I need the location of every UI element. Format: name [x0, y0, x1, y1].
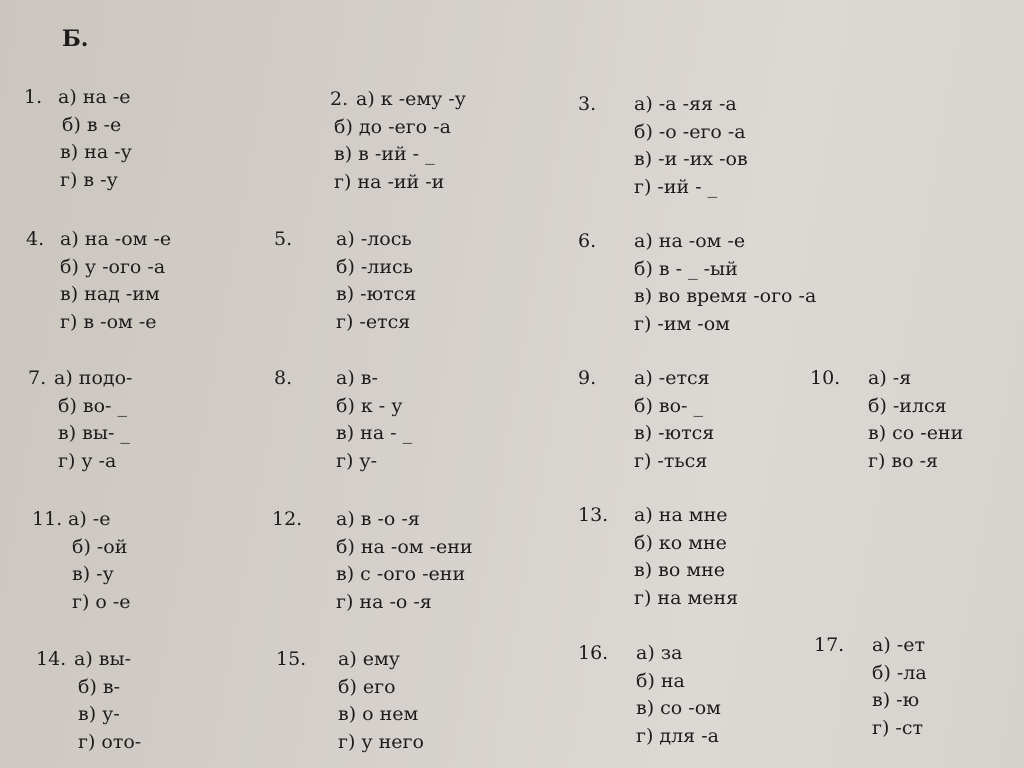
- question-number: 13.: [578, 504, 609, 526]
- question-number: 17.: [814, 634, 845, 656]
- option-b: б) -о -его -а: [634, 120, 746, 143]
- option-a: а) в-: [336, 367, 378, 389]
- option-b: б) его: [338, 675, 396, 698]
- option-g: г) на -о -я: [336, 590, 432, 613]
- option-b: б) в - _ -ый: [634, 257, 738, 280]
- question-number: 6.: [578, 230, 597, 252]
- option-v: в) -ются: [336, 283, 417, 305]
- option-v: в) со -ени: [868, 422, 964, 444]
- option-v: в) -и -их -ов: [634, 148, 748, 170]
- option-b: б) во- _: [58, 394, 127, 417]
- option-a: а) -ет: [872, 634, 925, 656]
- option-v: в) на -у: [60, 141, 132, 163]
- option-g: г) для -а: [636, 724, 719, 747]
- option-g: г) -ться: [634, 449, 708, 472]
- option-v: в) во время -ого -а: [634, 285, 817, 307]
- option-v: в) в -ий - _: [334, 143, 435, 165]
- option-g: г) в -у: [60, 168, 118, 191]
- option-g: г) во -я: [868, 449, 938, 472]
- option-g: г) о -е: [72, 590, 131, 613]
- option-v: в) с -ого -ени: [336, 563, 466, 585]
- option-v: в) на - _: [336, 422, 413, 444]
- option-a: а) -ется: [634, 367, 710, 389]
- option-g: г) на -ий -и: [334, 170, 445, 193]
- question-number: 5.: [274, 228, 293, 250]
- option-v: в) у-: [78, 703, 120, 725]
- option-b: б) на: [636, 669, 685, 692]
- option-b: б) -ился: [868, 394, 947, 417]
- question-number: 2.: [330, 88, 349, 110]
- option-g: г) -ст: [872, 716, 923, 739]
- option-b: б) -ла: [872, 661, 927, 684]
- option-a: а) -я: [868, 367, 912, 389]
- option-v: в) над -им: [60, 283, 160, 305]
- option-a: а) на мне: [634, 504, 728, 526]
- option-a: а) за: [636, 642, 683, 664]
- question-number: 14.: [36, 648, 67, 670]
- section-label: Б.: [62, 26, 89, 52]
- question-number: 10.: [810, 367, 841, 389]
- option-a: а) на -ом -е: [60, 228, 172, 250]
- option-a: а) на -е: [58, 86, 131, 108]
- option-b: б) на -ом -ени: [336, 535, 473, 558]
- question-number: 12.: [272, 508, 303, 530]
- question-number: 7.: [28, 367, 47, 389]
- option-b: б) ко мне: [634, 531, 727, 554]
- option-v: в) вы- _: [58, 422, 130, 444]
- option-a: а) на -ом -е: [634, 230, 746, 252]
- option-a: а) -е: [68, 508, 111, 530]
- option-b: б) -лись: [336, 255, 414, 278]
- question-number: 9.: [578, 367, 597, 389]
- question-number: 1.: [24, 86, 43, 108]
- option-v: в) -ются: [634, 422, 715, 444]
- option-b: б) до -его -а: [334, 115, 451, 138]
- option-b: б) -ой: [72, 535, 128, 558]
- option-g: г) у него: [338, 730, 424, 753]
- option-g: г) на меня: [634, 586, 739, 609]
- question-number: 8.: [274, 367, 293, 389]
- option-a: а) к -ему -у: [356, 88, 466, 110]
- option-g: г) ото-: [78, 730, 142, 753]
- question-number: 15.: [276, 648, 307, 670]
- option-v: в) -у: [72, 563, 114, 585]
- question-number: 3.: [578, 93, 597, 115]
- option-a: а) подо-: [54, 367, 133, 389]
- option-g: г) -ий - _: [634, 175, 718, 198]
- option-v: в) о нем: [338, 703, 419, 725]
- question-number: 16.: [578, 642, 609, 664]
- option-g: г) у-: [336, 449, 378, 472]
- option-g: г) -ется: [336, 310, 411, 333]
- option-g: г) в -ом -е: [60, 310, 157, 333]
- option-b: б) у -ого -а: [60, 255, 166, 278]
- option-a: а) -лось: [336, 228, 412, 250]
- option-b: б) в -е: [62, 113, 122, 136]
- option-v: в) -ю: [872, 689, 920, 711]
- option-g: г) у -а: [58, 449, 117, 472]
- option-a: а) ему: [338, 648, 400, 670]
- option-a: а) -а -яя -а: [634, 93, 737, 115]
- option-v: в) во мне: [634, 559, 726, 581]
- option-b: б) к - у: [336, 394, 403, 417]
- option-b: б) в-: [78, 675, 121, 698]
- option-v: в) со -ом: [636, 697, 721, 719]
- option-g: г) -им -ом: [634, 312, 730, 335]
- option-a: а) вы-: [74, 648, 132, 670]
- option-a: а) в -о -я: [336, 508, 420, 530]
- question-number: 11.: [32, 508, 63, 530]
- question-number: 4.: [26, 228, 45, 250]
- option-b: б) во- _: [634, 394, 703, 417]
